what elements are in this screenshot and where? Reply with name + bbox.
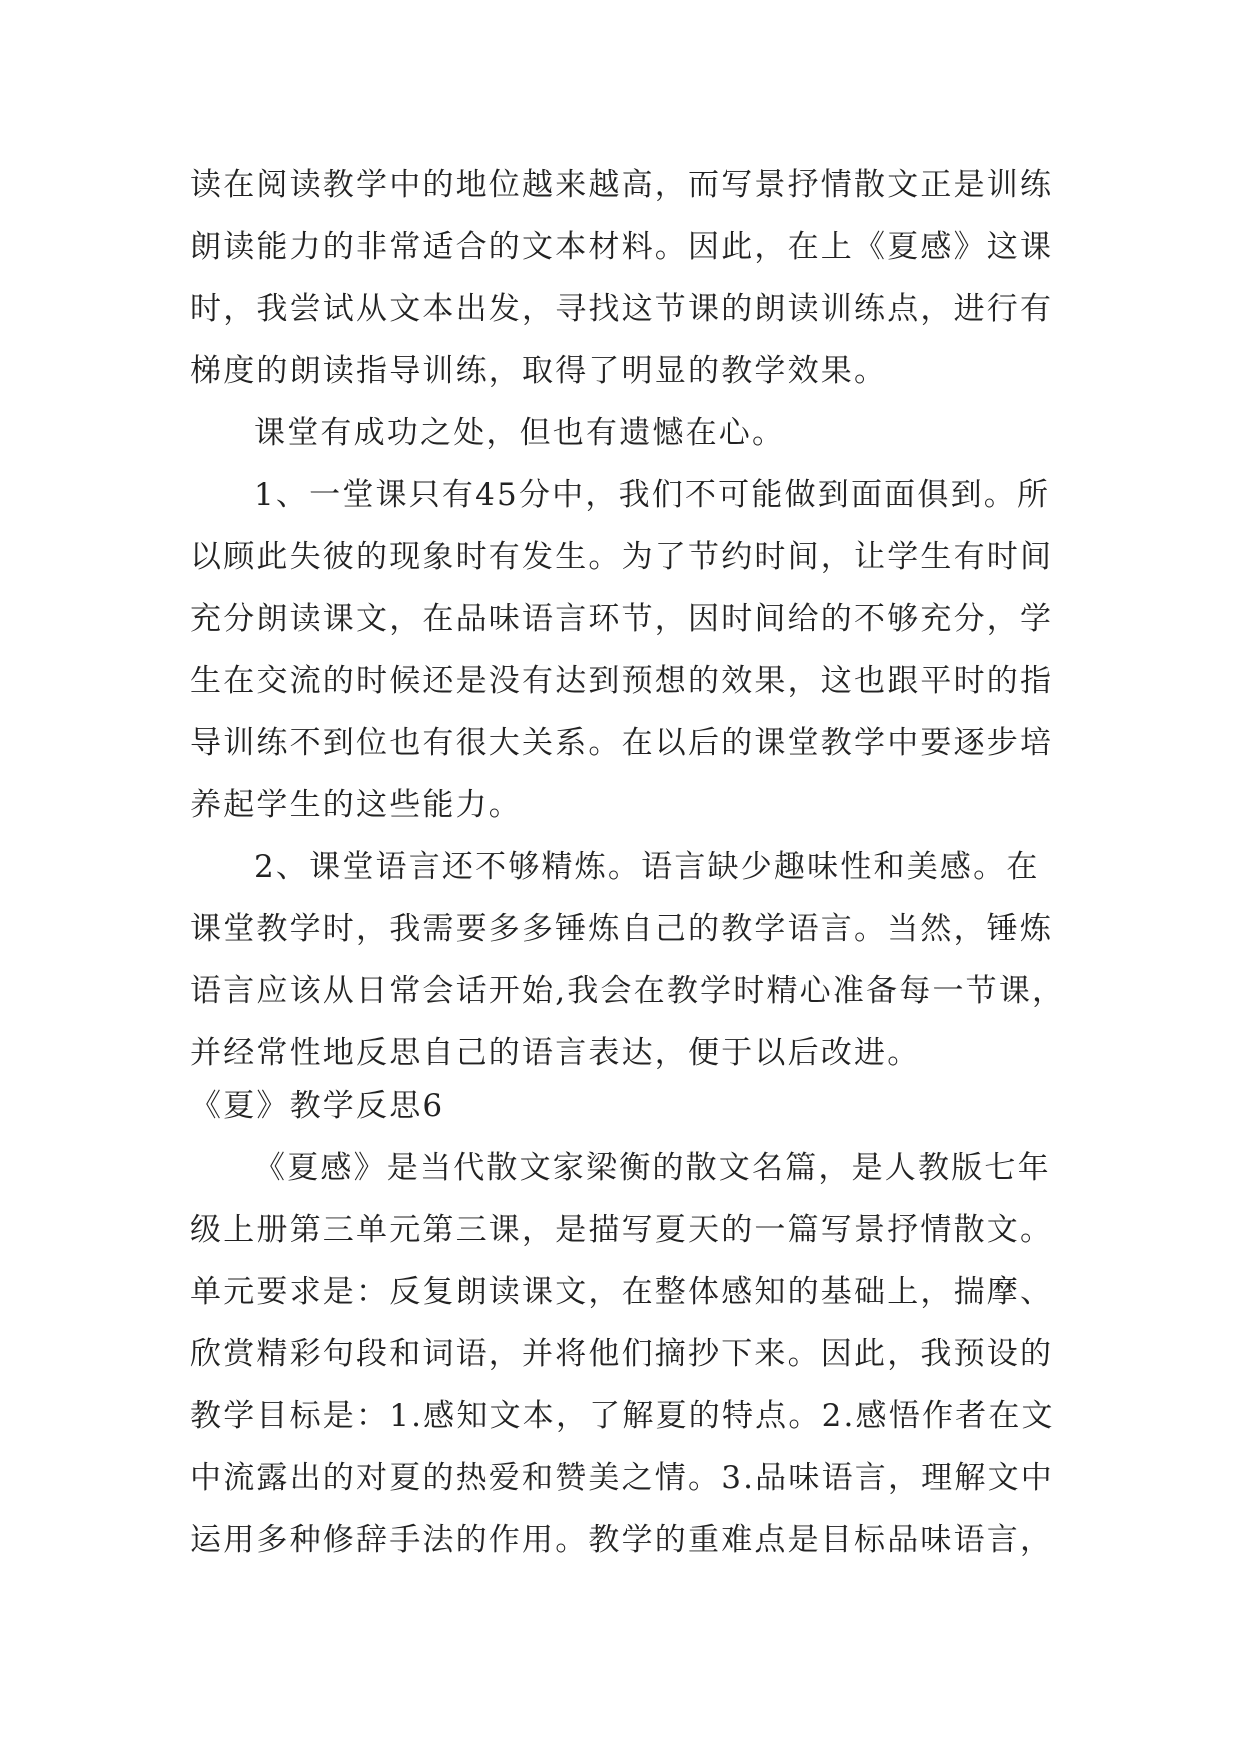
body-line: 教学目标是：1.感知文本，了解夏的特点。2.感悟作者在文: [190, 1398, 1055, 1434]
item-1-line: 养起学生的这些能力。: [190, 787, 522, 823]
item-1-line: 导训练不到位也有很大关系。在以后的课堂教学中要逐步培: [190, 725, 1054, 761]
item-1-line: 充分朗读课文，在品味语言环节，因时间给的不够充分，学: [190, 601, 1054, 637]
item-2-line: 并经常性地反思自己的语言表达，便于以后改进。: [190, 1035, 921, 1071]
reflection-continuation: [190, 154, 1066, 1084]
body-line: 梯度的朗读指导训练，取得了明显的教学效果。: [190, 353, 888, 389]
body-line: 朗读能力的非常适合的文本材料。因此，在上《夏感》这课: [190, 229, 1054, 265]
section-heading: 《夏》教学反思6: [190, 1088, 445, 1124]
body-line: 读在阅读教学中的地位越来越高，而写景抒情散文正是训练: [190, 167, 1054, 203]
body-line: 《夏感》是当代散文家梁衡的散文名篇，是人教版七年: [254, 1150, 1051, 1186]
body-line: 中流露出的对夏的热爱和赞美之情。3.品味语言，理解文中: [190, 1460, 1054, 1496]
item-1-line: 1、一堂课只有45分中，我们不可能做到面面俱到。所: [254, 477, 1051, 513]
item-1-line: 生在交流的时候还是没有达到预想的效果，这也跟平时的指: [190, 663, 1054, 699]
body-line: 级上册第三单元第三课，是描写夏天的一篇写景抒情散文。: [190, 1212, 1054, 1248]
reflection-6: [190, 1075, 1055, 1571]
summary-paragraph: 课堂有成功之处，但也有遗憾在心。: [254, 415, 786, 451]
item-2-line: 语言应该从日常会话开始,我会在教学时精心准备每一节课，: [190, 973, 1066, 1009]
body-line: 单元要求是：反复朗读课文，在整体感知的基础上，揣摩、: [190, 1274, 1054, 1310]
body-line: 欣赏精彩句段和词语，并将他们摘抄下来。因此，我预设的: [190, 1336, 1054, 1372]
body-line: 运用多种修辞手法的作用。教学的重难点是目标品味语言，: [190, 1522, 1054, 1558]
body-line: 时，我尝试从文本出发，寻找这节课的朗读训练点，进行有: [190, 291, 1054, 327]
item-2-line: 课堂教学时，我需要多多锤炼自己的教学语言。当然，锤炼: [190, 911, 1054, 947]
item-2-line: 2、课堂语言还不够精炼。语言缺少趣味性和美感。在: [254, 849, 1040, 885]
item-1-line: 以顾此失彼的现象时有发生。为了节约时间，让学生有时间: [190, 539, 1054, 575]
